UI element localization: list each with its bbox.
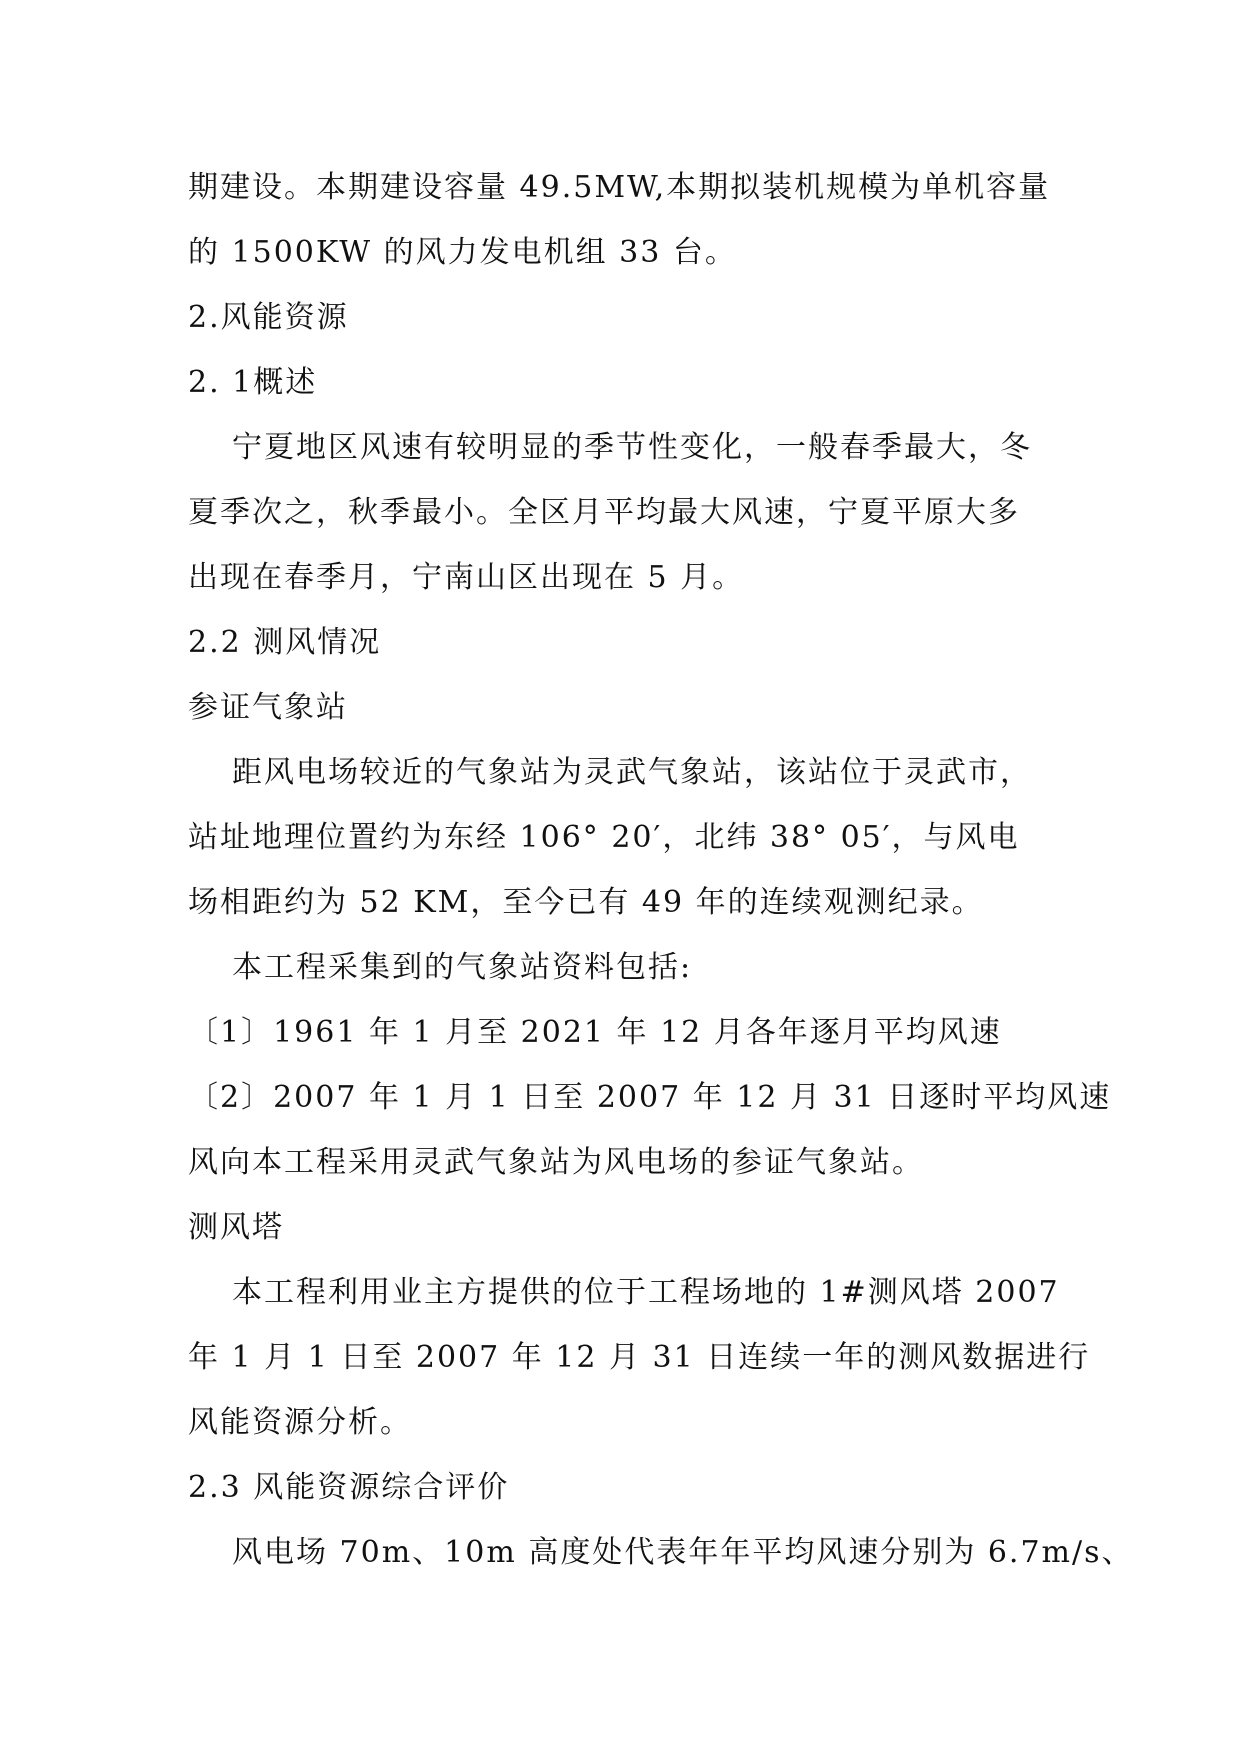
subsection-heading: 2.3 风能资源综合评价: [188, 1470, 510, 1505]
section-heading: 2.风能资源: [188, 300, 349, 335]
paragraph-line: 风能资源分析。: [188, 1405, 412, 1440]
document-body: [188, 155, 1134, 1585]
subsection-heading: 2.2 测风情况: [188, 625, 382, 660]
paragraph-line: 夏季次之，秋季最小。全区月平均最大风速，宁夏平原大多: [188, 495, 1020, 530]
paragraph-line: 本工程利用业主方提供的位于工程场地的 1#测风塔 2007: [232, 1275, 1060, 1310]
paragraph-line: 宁夏地区风速有较明显的季节性变化，一般春季最大，冬: [232, 430, 1032, 465]
paragraph-line: 场相距约为 52 KM，至今已有 49 年的连续观测纪录。: [188, 885, 984, 920]
list-item: 〔1〕1961 年 1 月至 2021 年 12 月各年逐月平均风速: [188, 1015, 1002, 1050]
paragraph-line: 本工程采集到的气象站资料包括:: [232, 950, 693, 985]
paragraph-line: 年 1 月 1 日至 2007 年 12 月 31 日连续一年的测风数据进行: [188, 1340, 1091, 1375]
paragraph-heading: 测风塔: [188, 1210, 284, 1245]
paragraph-line: 站址地理位置约为东经 106° 20′，北纬 38° 05′，与风电: [188, 820, 1020, 855]
paragraph-line: 风电场 70m、10m 高度处代表年年平均风速分别为 6.7m/s、: [232, 1535, 1134, 1570]
paragraph-heading: 参证气象站: [188, 690, 348, 725]
paragraph-line: 距风电场较近的气象站为灵武气象站，该站位于灵武市，: [232, 755, 1032, 790]
paragraph-line: 期建设。本期建设容量 49.5MW,本期拟装机规模为单机容量: [188, 170, 1051, 205]
list-item: 〔2〕2007 年 1 月 1 日至 2007 年 12 月 31 日逐时平均风速: [188, 1080, 1112, 1115]
subsection-heading: 2. 1概述: [188, 365, 318, 400]
paragraph-line: 风向本工程采用灵武气象站为风电场的参证气象站。: [188, 1145, 924, 1180]
paragraph-line: 的 1500KW 的风力发电机组 33 台。: [188, 235, 737, 270]
paragraph-line: 出现在春季月，宁南山区出现在 5 月。: [188, 560, 745, 595]
